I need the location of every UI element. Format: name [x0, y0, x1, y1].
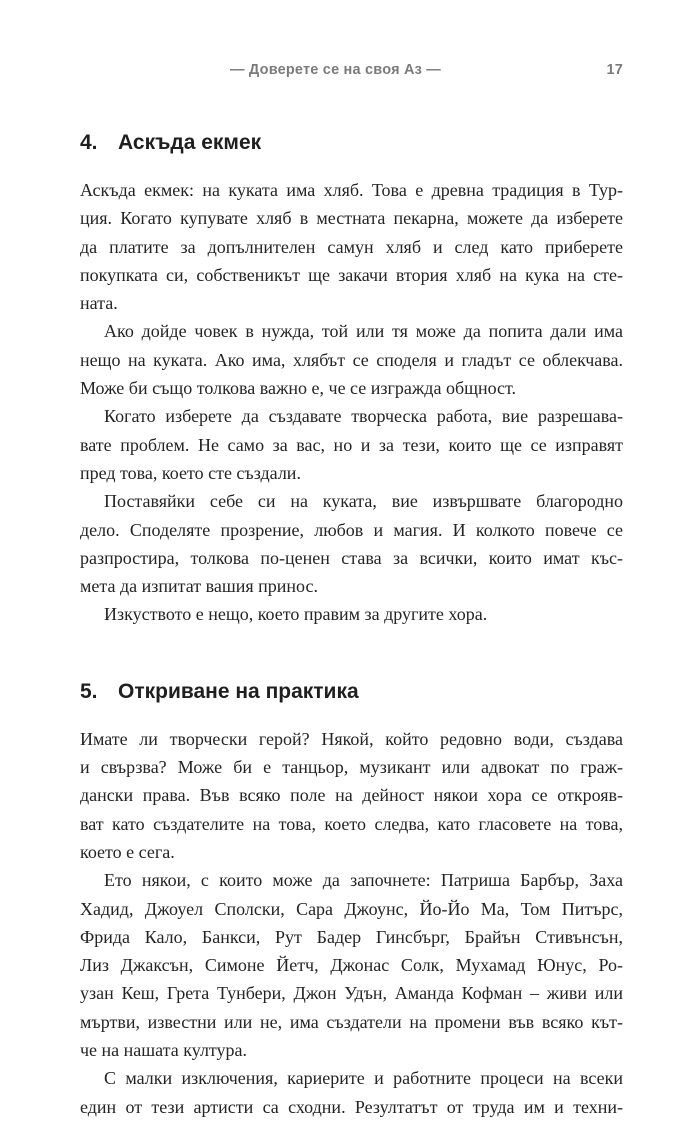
- text-line: Фрида Кало, Банкси, Рут Бадер Гинсбърг, Брайън Стивънсън,: [80, 926, 623, 947]
- text-line: ват като създателите на това, което следва, като гласовете на това,: [80, 813, 623, 834]
- text-line: Аскъда екмек: на куката има хляб. Това е древна традиция в Тур-: [80, 180, 623, 200]
- text-line: Поставяйки себе си на куката, вие извършвате благородно: [104, 491, 623, 512]
- page-number: 17: [606, 62, 623, 78]
- section-number: 4.: [80, 131, 98, 154]
- text-line: Може би също толкова важно е, че се изгражда общност.: [80, 378, 517, 399]
- text-line: ция. Когато купувате хляб в местната пекарна, можете да изберете: [80, 208, 623, 229]
- text-line: узан Кеш, Грета Тунбери, Джон Удън, Аманда Кофман – живи или: [80, 983, 623, 1004]
- text-line: че на нашата култура.: [80, 1040, 248, 1061]
- text-line: покупката си, собственикът ще закачи втория хляб на кука на сте-: [80, 264, 623, 285]
- running-header: [80, 58, 623, 84]
- text-line: пред това, което сте създали.: [80, 462, 301, 483]
- text-line: Имате ли творчески герой? Някой, който редовно води, създава: [80, 728, 623, 749]
- text-line: един от тези артисти са сходни. Резултатът от труда им и техни-: [80, 1096, 623, 1117]
- section-body-4: [80, 176, 623, 629]
- text-line: Изкуството е нещо, което правим за другите хора.: [104, 604, 488, 625]
- text-line: дело. Споделяте прозрение, любов и магия. И колкото повече се: [80, 519, 623, 540]
- section-number: 5.: [80, 679, 98, 703]
- text-line: разпростира, толкова по-ценен става за всички, които имат къс-: [80, 547, 623, 568]
- text-line: което е сега.: [80, 841, 175, 862]
- text-line: Ето някои, с които може да започнете: Патриша Барбър, Заха: [104, 870, 623, 891]
- section-title: Аскъда екмек: [118, 131, 262, 154]
- section-body-5: [80, 725, 623, 1121]
- text-line: С малки изключения, кариерите и работните процеси на всеки: [104, 1068, 623, 1089]
- section-title: Откриване на практика: [118, 679, 359, 703]
- text-line: Ако дойде човек в нужда, той или тя може да попита дали има: [104, 321, 623, 342]
- text-line: Когато изберете да създавате творческа работа, вие разрешава-: [104, 406, 623, 427]
- text-line: Лиз Джаксън, Симоне Йетч, Джонас Солк, Мухамад Юнус, Ро-: [80, 955, 623, 976]
- text-line: нещо на куката. Ако има, хлябът се споделя и гладът се облекчава.: [80, 349, 623, 370]
- section-heading-5: [80, 661, 623, 723]
- text-line: мета да изпитат вашия принос.: [80, 576, 318, 597]
- text-line: мъртви, известни или не, има създатели на промени във всяко кът-: [80, 1011, 623, 1032]
- text-line: ната.: [80, 293, 118, 314]
- text-line: да платите за допълнителен самун хляб и след като приберете: [80, 236, 623, 257]
- text-line: вате проблем. Не само за вас, но и за тези, които ще се изправят: [80, 434, 623, 455]
- text-line: и свързва? Може би е танцьор, музикант или адвокат по граж-: [80, 757, 623, 778]
- running-head-title: — Доверете се на своя Аз —: [230, 62, 441, 78]
- text-line: Хадид, Джоуел Сполски, Сара Джоунс, Йо-Йо Ма, Том Питърс,: [80, 898, 623, 919]
- page-body: [80, 112, 623, 1121]
- section-heading-4: [80, 112, 623, 174]
- text-line: дански права. Във всяко поле на дейност някои хора се открояв-: [80, 785, 623, 806]
